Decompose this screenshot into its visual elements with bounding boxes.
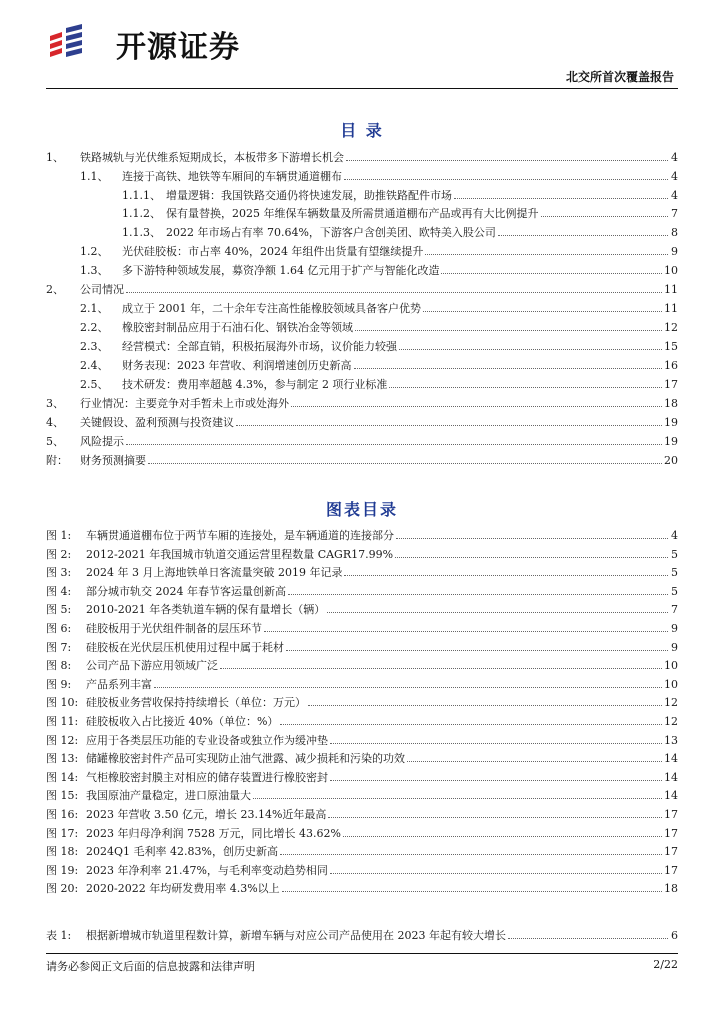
figure-entry[interactable] bbox=[46, 528, 678, 544]
figure-entry[interactable] bbox=[46, 826, 678, 842]
figure-label: 图 16: bbox=[46, 808, 79, 821]
toc-leader-dots bbox=[389, 379, 662, 388]
figure-entry[interactable] bbox=[46, 770, 678, 786]
table-label: 表 1: bbox=[46, 929, 72, 942]
figure-leader-dots bbox=[280, 846, 662, 855]
toc-entry[interactable] bbox=[122, 206, 678, 222]
toc-entry[interactable] bbox=[80, 301, 678, 317]
toc-entry-text: 保有量替换，2025 年维保车辆数量及所需贯通道棚布产品或再有大比例提升 bbox=[166, 207, 539, 220]
toc-entry-page: 4 bbox=[671, 151, 678, 164]
figure-list-title: 图表目录 bbox=[325, 500, 398, 519]
figure-label: 图 19: bbox=[46, 863, 79, 877]
figure-leader-dots bbox=[396, 530, 668, 539]
toc-entry[interactable] bbox=[80, 169, 678, 185]
toc-entry-number: 1.1、 bbox=[80, 170, 109, 183]
footer-disclaimer: 请务必参阅正文后面的信息披露和法律声明 bbox=[46, 960, 255, 973]
figure-leader-dots bbox=[395, 549, 668, 558]
figure-caption: 2024 年 3 月上海地铁单日客流量突破 2019 年记录 bbox=[86, 566, 343, 580]
toc-entry-text: 行业情况：主要竞争对手暂未上市或处海外 bbox=[80, 397, 289, 410]
figure-caption: 2023 年归母净利润 7528 万元，同比增长 43.62% bbox=[86, 826, 341, 840]
toc-leader-dots bbox=[126, 284, 662, 293]
kaiyuan-logo-icon bbox=[46, 22, 86, 66]
page-number: 2/22 bbox=[653, 958, 678, 971]
figure-page: 5 bbox=[671, 547, 678, 561]
toc-leader-dots bbox=[425, 246, 668, 255]
figure-label: 图 9: bbox=[46, 677, 72, 691]
figure-page: 9 bbox=[671, 622, 678, 635]
toc-entry-text: 公司情况 bbox=[80, 283, 124, 296]
toc-leader-dots bbox=[399, 341, 662, 350]
figure-entry[interactable] bbox=[46, 881, 678, 897]
toc-entry-text: 连接于高铁、地铁等车厢间的车辆贯通道棚布 bbox=[122, 170, 342, 183]
figure-label: 图 5: bbox=[46, 603, 72, 617]
toc-entry[interactable] bbox=[80, 339, 678, 355]
toc-entry-page: 11 bbox=[664, 302, 678, 315]
toc-entry[interactable] bbox=[46, 453, 678, 469]
toc-entry-number: 2.2、 bbox=[80, 321, 109, 334]
figure-label: 图 20: bbox=[46, 882, 79, 896]
figure-caption: 产品系列丰富 bbox=[86, 677, 152, 691]
toc-leader-dots bbox=[354, 360, 663, 369]
figure-entry[interactable] bbox=[46, 844, 678, 860]
figure-entry[interactable] bbox=[46, 658, 678, 674]
figure-caption: 2023 年营收 3.50 亿元，增长 23.14%近年最高 bbox=[86, 808, 327, 821]
figure-leader-dots bbox=[253, 790, 662, 799]
figure-page: 12 bbox=[664, 715, 678, 728]
toc-entry-page: 4 bbox=[671, 170, 678, 183]
toc-entry-text: 光伏硅胶板：市占率 40%，2024 年组件出货量有望继续提升 bbox=[122, 245, 424, 258]
toc-entry-number: 2.1、 bbox=[80, 302, 109, 315]
figure-entry[interactable] bbox=[46, 788, 678, 804]
toc-entry-page: 10 bbox=[664, 264, 678, 277]
figure-caption: 我国原油产量稳定，进口原油量大 bbox=[86, 789, 251, 803]
report-type: 北交所首次覆盖报告 bbox=[565, 70, 674, 84]
figure-entry[interactable] bbox=[46, 621, 678, 637]
toc-entry[interactable] bbox=[46, 282, 678, 298]
figure-entry[interactable] bbox=[46, 547, 678, 563]
figure-entry[interactable] bbox=[46, 640, 678, 656]
figure-page: 17 bbox=[664, 808, 678, 821]
figure-caption: 硅胶板在光伏层压机使用过程中属于耗材 bbox=[86, 640, 284, 654]
figure-label: 图 17: bbox=[46, 826, 79, 840]
figure-page: 17 bbox=[664, 826, 678, 840]
figure-label: 图 8: bbox=[46, 659, 72, 673]
figure-entry[interactable] bbox=[46, 733, 678, 749]
table-caption: 根据新增城市轨道里程数计算，新增车辆与对应公司产品使用在 2023 年起有较大增长 bbox=[86, 929, 506, 942]
toc-entry-number: 2、 bbox=[46, 283, 64, 296]
toc-leader-dots bbox=[291, 398, 662, 407]
figure-page: 10 bbox=[664, 659, 678, 673]
toc-leader-dots bbox=[541, 208, 669, 217]
brand-name: 开源证券 bbox=[116, 30, 240, 65]
figure-label: 图 13: bbox=[46, 752, 79, 766]
figure-leader-dots bbox=[343, 828, 662, 837]
figure-leader-dots bbox=[327, 604, 668, 613]
toc-leader-dots bbox=[441, 265, 662, 274]
toc-entry-page: 12 bbox=[664, 321, 678, 334]
toc-entry-number: 1.1.3、 bbox=[122, 226, 161, 239]
toc-entry-number: 2.5、 bbox=[80, 378, 109, 391]
figure-caption: 车辆贯通道棚布位于两节车厢的连接处，是车辆通道的连接部分 bbox=[86, 529, 394, 542]
figure-page: 17 bbox=[664, 863, 678, 877]
toc-entry-number: 2.4、 bbox=[80, 359, 109, 372]
toc-entry-text: 增量逻辑：我国铁路交通仍将快速发展，助推铁路配件市场 bbox=[166, 189, 452, 202]
figure-entry[interactable] bbox=[46, 714, 678, 730]
figure-leader-dots bbox=[330, 865, 662, 874]
footer-divider bbox=[46, 953, 678, 954]
figure-label: 图 14: bbox=[46, 770, 79, 784]
figure-leader-dots bbox=[288, 586, 668, 595]
figure-caption: 应用于各类层压功能的专业设备或独立作为缓冲垫 bbox=[86, 733, 328, 747]
toc-entry[interactable] bbox=[46, 434, 678, 450]
toc-entry-text: 风险提示 bbox=[80, 435, 124, 448]
figure-leader-dots bbox=[344, 567, 668, 576]
figure-page: 10 bbox=[664, 677, 678, 691]
figure-entry[interactable] bbox=[46, 602, 678, 618]
toc-entry-text: 经营模式：全部直销，积极拓展海外市场，议价能力较强 bbox=[122, 340, 397, 353]
table-entry[interactable] bbox=[46, 928, 678, 944]
figure-caption: 公司产品下游应用领域广泛 bbox=[86, 659, 218, 673]
figure-caption: 硅胶板收入占比接近 40%（单位：%） bbox=[86, 715, 279, 728]
toc-entry-text: 财务表现：2023 年营收、利润增速创历史新高 bbox=[122, 359, 352, 372]
figure-page: 12 bbox=[664, 696, 678, 710]
toc-entry-number: 1.1.1、 bbox=[122, 189, 161, 202]
toc-leader-dots bbox=[355, 322, 662, 331]
toc-entry-text: 铁路城轨与光伏维系短期成长，本板带多下游增长机会 bbox=[80, 151, 344, 164]
figure-label: 图 1: bbox=[46, 529, 72, 542]
figure-caption: 硅胶板用于光伏组件制备的层压环节 bbox=[86, 622, 262, 635]
toc-entry[interactable] bbox=[46, 150, 678, 166]
toc-leader-dots bbox=[498, 227, 668, 236]
toc-leader-dots bbox=[148, 455, 662, 464]
toc-entry-page: 17 bbox=[664, 378, 678, 391]
figure-leader-dots bbox=[282, 883, 662, 892]
toc-entry-number: 1.3、 bbox=[80, 264, 109, 277]
toc-leader-dots bbox=[126, 436, 662, 445]
toc-entry-page: 15 bbox=[664, 340, 678, 353]
figure-page: 4 bbox=[671, 529, 678, 542]
toc-entry-page: 19 bbox=[664, 416, 678, 429]
toc-leader-dots bbox=[423, 303, 662, 312]
figure-page: 14 bbox=[664, 770, 678, 784]
toc-entry-page: 18 bbox=[664, 397, 678, 410]
header-divider bbox=[46, 88, 678, 89]
figure-label: 图 18: bbox=[46, 845, 79, 859]
toc-entry-page: 20 bbox=[664, 454, 678, 467]
toc-entry[interactable] bbox=[80, 320, 678, 336]
toc-entry-page: 19 bbox=[664, 435, 678, 448]
figure-page: 17 bbox=[664, 845, 678, 859]
figure-leader-dots bbox=[330, 772, 662, 781]
toc-entry[interactable] bbox=[80, 244, 678, 260]
toc-entry-number: 1.1.2、 bbox=[122, 207, 161, 220]
figure-page: 7 bbox=[671, 603, 678, 617]
figure-entry[interactable] bbox=[46, 565, 678, 581]
figure-label: 图 4: bbox=[46, 584, 72, 598]
toc-entry-text: 技术研发：费用率超越 4.3%，参与制定 2 项行业标准 bbox=[122, 378, 388, 391]
figure-label: 图 2: bbox=[46, 547, 72, 561]
figure-caption: 气柜橡胶密封膜主对相应的储存装置进行橡胶密封 bbox=[86, 770, 328, 784]
figure-label: 图 15: bbox=[46, 789, 79, 803]
figure-leader-dots bbox=[407, 753, 662, 762]
figure-page: 13 bbox=[664, 733, 678, 747]
toc-entry-page: 4 bbox=[671, 189, 678, 202]
figure-leader-dots bbox=[220, 660, 662, 669]
toc-leader-dots bbox=[344, 171, 668, 180]
figure-entry[interactable] bbox=[46, 751, 678, 767]
toc-entry[interactable] bbox=[122, 225, 678, 241]
toc-entry-text: 财务预测摘要 bbox=[80, 454, 146, 467]
figure-label: 图 3: bbox=[46, 566, 72, 580]
toc-entry-text: 关键假设、盈利预测与投资建议 bbox=[80, 416, 234, 429]
toc-entry-number: 4、 bbox=[46, 416, 64, 429]
figure-leader-dots bbox=[264, 623, 668, 632]
figure-entry[interactable] bbox=[46, 695, 678, 711]
toc-leader-dots bbox=[346, 152, 668, 161]
toc-leader-dots bbox=[454, 190, 668, 199]
figure-entry[interactable] bbox=[46, 807, 678, 823]
toc-entry-page: 9 bbox=[671, 245, 678, 258]
figure-caption: 2020-2022 年均研发费用率 4.3%以上 bbox=[86, 882, 280, 896]
figure-page: 5 bbox=[671, 566, 678, 580]
toc-entry[interactable] bbox=[46, 415, 678, 431]
toc-entry[interactable] bbox=[80, 377, 678, 393]
figure-caption: 2023 年净利率 21.47%，与毛利率变动趋势相同 bbox=[86, 863, 328, 877]
toc-entry[interactable] bbox=[80, 263, 678, 279]
figure-caption: 2024Q1 毛利率 42.83%，创历史新高 bbox=[86, 845, 278, 859]
toc-entry-text: 成立于 2001 年，二十余年专注高性能橡胶领域具备客户优势 bbox=[122, 302, 421, 315]
figure-leader-dots bbox=[328, 809, 662, 818]
figure-page: 5 bbox=[671, 584, 678, 598]
toc-entry-number: 5、 bbox=[46, 435, 64, 448]
toc-entry-number: 2.3、 bbox=[80, 340, 109, 353]
figure-label: 图 12: bbox=[46, 733, 79, 747]
figure-caption: 部分城市轨交 2024 年春节客运量创新高 bbox=[86, 584, 286, 598]
figure-leader-dots bbox=[154, 679, 662, 688]
toc-title: 目 录 bbox=[340, 121, 384, 140]
figure-caption: 储罐橡胶密封件产品可实现防止油气泄露、减少损耗和污染的功效 bbox=[86, 752, 405, 766]
figure-page: 9 bbox=[671, 640, 678, 654]
figure-entry[interactable] bbox=[46, 863, 678, 879]
figure-caption: 2010-2021 年各类轨道车辆的保有量增长（辆） bbox=[86, 603, 326, 617]
toc-entry-page: 7 bbox=[671, 207, 678, 220]
toc-entry-number: 1.2、 bbox=[80, 245, 109, 258]
figure-label: 图 6: bbox=[46, 622, 72, 635]
figure-caption: 硅胶板业务营收保持持续增长（单位：万元） bbox=[86, 696, 306, 710]
toc-entry[interactable] bbox=[80, 358, 678, 374]
table-leader-dots bbox=[508, 930, 668, 939]
figure-caption: 2012-2021 年我国城市轨道交通运营里程数量 CAGR17.99% bbox=[86, 547, 394, 561]
toc-entry-number: 3、 bbox=[46, 397, 64, 410]
toc-entry-page: 11 bbox=[664, 283, 678, 296]
figure-entry[interactable] bbox=[46, 677, 678, 693]
toc-entry-text: 橡胶密封制品应用于石油石化、钢铁冶金等领域 bbox=[122, 321, 353, 334]
page-header bbox=[0, 0, 724, 92]
figure-label: 图 10: bbox=[46, 696, 79, 710]
toc-entry-page: 8 bbox=[671, 226, 678, 239]
toc-entry-text: 2022 年市场占有率 70.64%，下游客户含创美团、欧特美入股公司 bbox=[166, 226, 496, 239]
toc-entry-page: 16 bbox=[664, 359, 678, 372]
toc-entry[interactable] bbox=[122, 188, 678, 204]
toc-leader-dots bbox=[236, 417, 662, 426]
figure-leader-dots bbox=[286, 642, 668, 651]
figure-leader-dots bbox=[308, 697, 662, 706]
figure-page: 14 bbox=[664, 752, 678, 766]
toc-entry-text: 多下游特种领域发展，募资净额 1.64 亿元用于扩产与智能化改造 bbox=[122, 264, 440, 277]
figure-leader-dots bbox=[280, 716, 662, 725]
figure-label: 图 11: bbox=[46, 715, 79, 728]
figure-page: 14 bbox=[664, 789, 678, 803]
toc-entry[interactable] bbox=[46, 396, 678, 412]
figure-entry[interactable] bbox=[46, 584, 678, 600]
toc-entry-number: 附： bbox=[46, 454, 68, 467]
table-page: 6 bbox=[671, 929, 678, 942]
figure-leader-dots bbox=[330, 735, 662, 744]
toc-entry-number: 1、 bbox=[46, 151, 64, 164]
figure-page: 18 bbox=[664, 882, 678, 896]
figure-label: 图 7: bbox=[46, 640, 72, 654]
